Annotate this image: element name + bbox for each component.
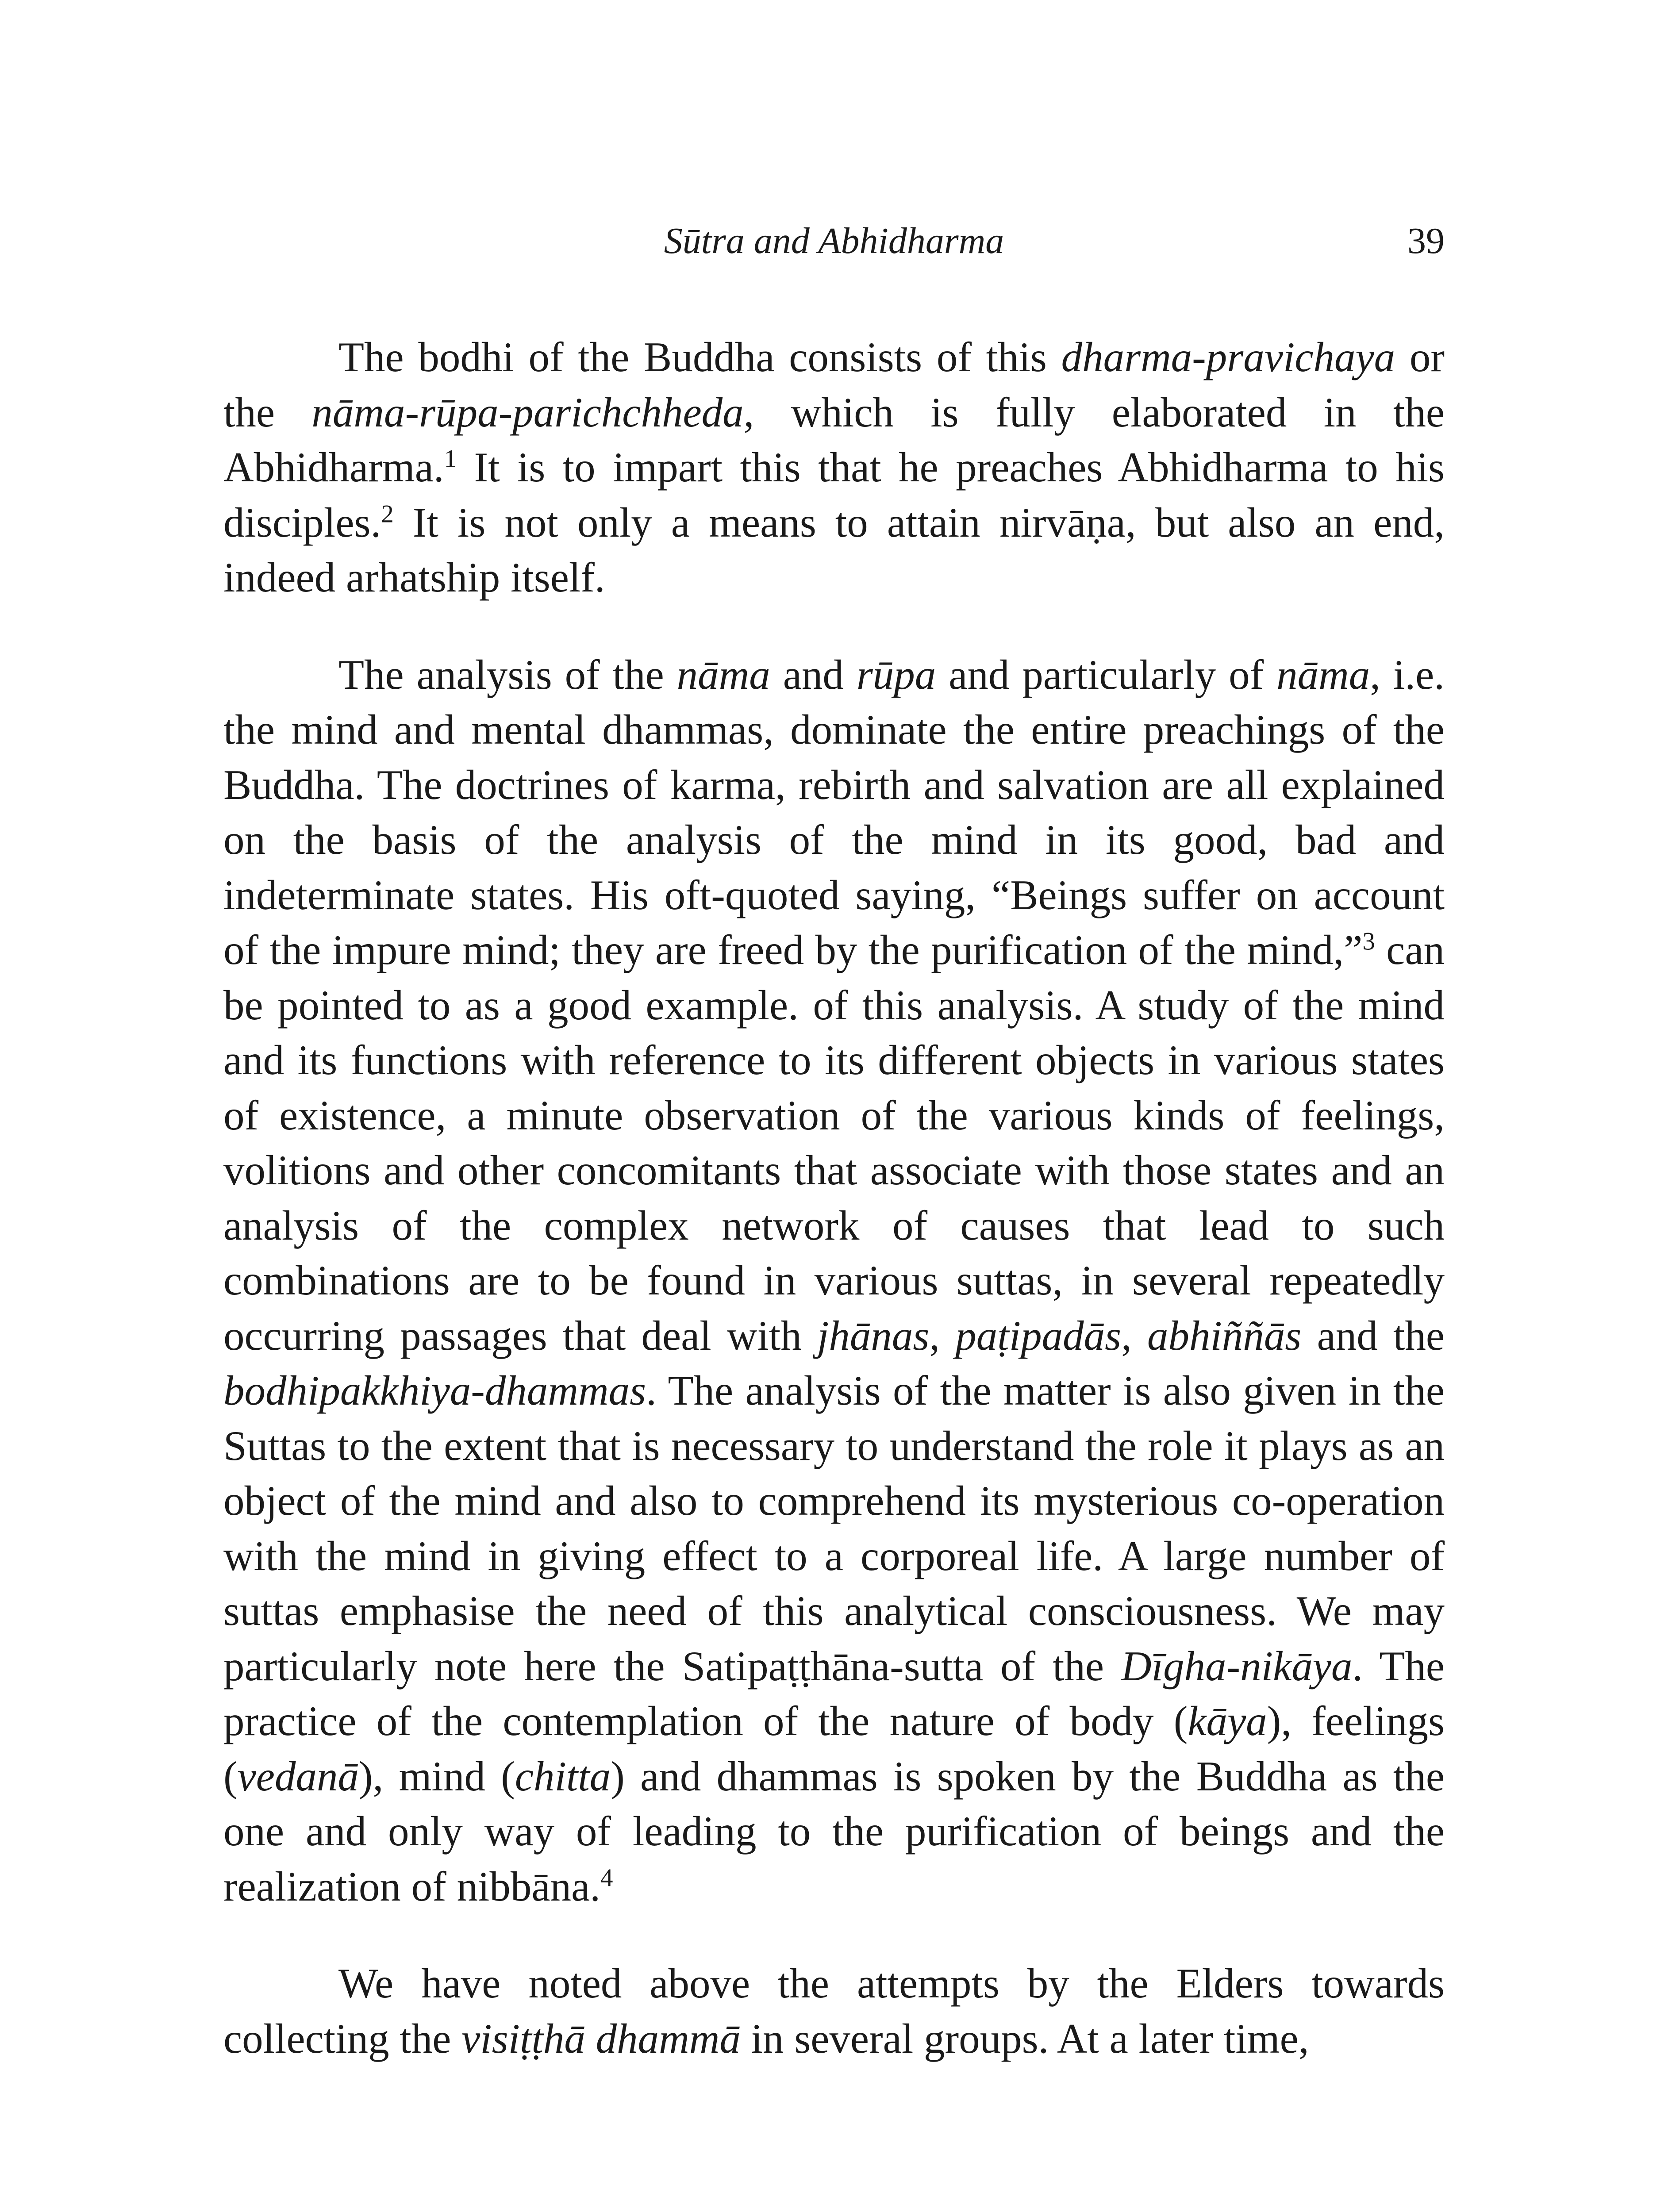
page-number: 39 <box>1407 220 1445 261</box>
body-text <box>223 288 1445 2108</box>
paragraph-elders-collecting: We have noted above the attempts by the Elders towards collecting the visiṭṭhā dhammā in several groups. At a later time, <box>223 1960 1445 2062</box>
paragraph-nama-rupa-analysis: The analysis of the nāma and rūpa and particularly of nāma, i.e. the mind and mental dhammas, dominate the entire preachings of the Buddha. The doctrines of karma, rebirth and salvation are all explained on the basis of the analysis of the mind in its good, bad and indeterminate states. His oft-quoted saying, “Beings suffer on account of the impure mind; they are freed by the purification of the mind,”$^3$ can be pointed to as a good example. of this analysis. A study of the mind and its functions with reference to its different objects in various states of existence, a minute observation of the various kinds of feelings, volitions and other concomitants that associate with those states and an analysis of the complex network of causes that lead to such combinations are to be found in various suttas, in several repeatedly occurring passages that deal with jhānas, paṭipadās, abhiññās and the bodhipakkhiya-dhammas. The analysis of the matter is also given in the Suttas to the extent that is necessary to understand the role it plays as an object of the mind and also to comprehend its mysterious co-operation with the mind in giving effect to a corporeal life. A large number of suttas emphasise the need of this analytical consciousness. We may particularly note here the Satipaṭṭhāna-sutta of the Dīgha-nikāya. The practice of the contemplation of the nature of body (kāya), feelings (vedanā), mind (chitta) and dhammas is spoken by the Buddha as the one and only way of leading to the purification of beings and the realization of nibbāna.$^4$ <box>223 651 1445 1910</box>
paragraph-bodhi: The bodhi of the Buddha consists of this dharma-pravichaya or the nāma-rūpa-parichchheda, which is fully elaborated in the Abhidharma.$^1$ It is to impart this that he preaches Abhidharma to his disciples.$^2$ It is not only a means to attain nirvāṇa, but also an end, indeed arhatship itself. <box>223 334 1445 601</box>
running-title: Sūtra and Abhidharma <box>664 220 1004 261</box>
running-head <box>223 217 1445 265</box>
